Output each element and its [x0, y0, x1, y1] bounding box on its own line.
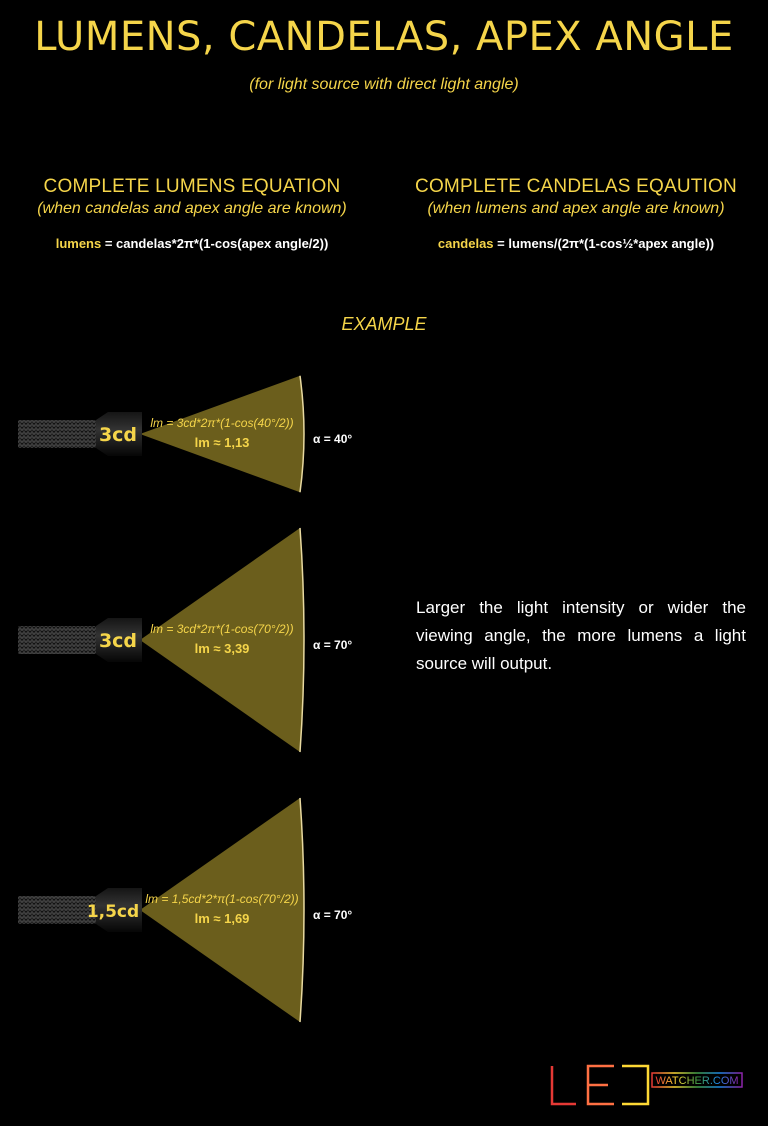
- example-item: [18, 798, 352, 1022]
- logo-letter-d-icon: [622, 1066, 648, 1104]
- light-beam: [140, 798, 304, 1022]
- light-beam: [140, 528, 304, 752]
- candelas-formula-variable: candelas: [437, 236, 494, 251]
- candelas-equation-title: COMPLETE CANDELAS EQAUTION: [415, 176, 737, 197]
- candela-label: 3cd: [98, 424, 138, 446]
- lumens-formula-variable: lumens: [55, 236, 102, 251]
- lumen-formula: lm = 3cd*2π*(1-cos(40°/2)): [150, 416, 294, 430]
- candela-label: 1,5cd: [86, 902, 140, 922]
- logo-letter-l-icon: [552, 1066, 576, 1104]
- logo-letter-e-icon: [588, 1066, 614, 1104]
- lumens-equation-note: (when candelas and apex angle are known): [37, 200, 347, 217]
- lumen-result: lm ≈ 1,13: [194, 435, 250, 450]
- flashlight-body: [18, 626, 96, 654]
- lumen-formula: lm = 3cd*2π*(1-cos(70°/2)): [150, 622, 294, 636]
- apex-angle-label: α = 40°: [313, 432, 353, 446]
- flashlight-body: [18, 896, 96, 924]
- subtitle: (for light source with direct light angle): [249, 76, 519, 93]
- candela-label: 3cd: [98, 630, 138, 652]
- flashlight-body: [18, 420, 96, 448]
- light-beam: [140, 376, 304, 492]
- lumens-equation-title: COMPLETE LUMENS EQUATION: [43, 176, 341, 197]
- example-item: [18, 528, 352, 752]
- lumen-result: lm ≈ 1,69: [194, 911, 250, 926]
- explanation-note: Larger the light intensity or wider the viewing angle, the more lumens a light source will output.: [416, 598, 746, 673]
- ledwatcher-logo: [548, 1060, 748, 1110]
- candelas-equation-note: (when lumens and apex angle are known): [427, 200, 725, 217]
- main-title: LUMENS, CANDELAS, APEX ANGLE: [34, 14, 734, 60]
- lumen-result: lm ≈ 3,39: [194, 641, 250, 656]
- apex-angle-label: α = 70°: [313, 908, 353, 922]
- lumens-formula-expression: = candelas*2π*(1-cos(apex angle/2)): [101, 236, 329, 251]
- logo-watcher-text: WATCHER.COM: [655, 1075, 739, 1087]
- candelas-formula-expression: = lumens/(2π*(1-cos½*apex angle)): [493, 236, 715, 251]
- example-label: EXAMPLE: [341, 314, 427, 334]
- example-item: [18, 376, 352, 492]
- apex-angle-label: α = 70°: [313, 638, 353, 652]
- lumen-formula: lm = 1,5cd*2*π(1-cos(70°/2)): [145, 892, 299, 906]
